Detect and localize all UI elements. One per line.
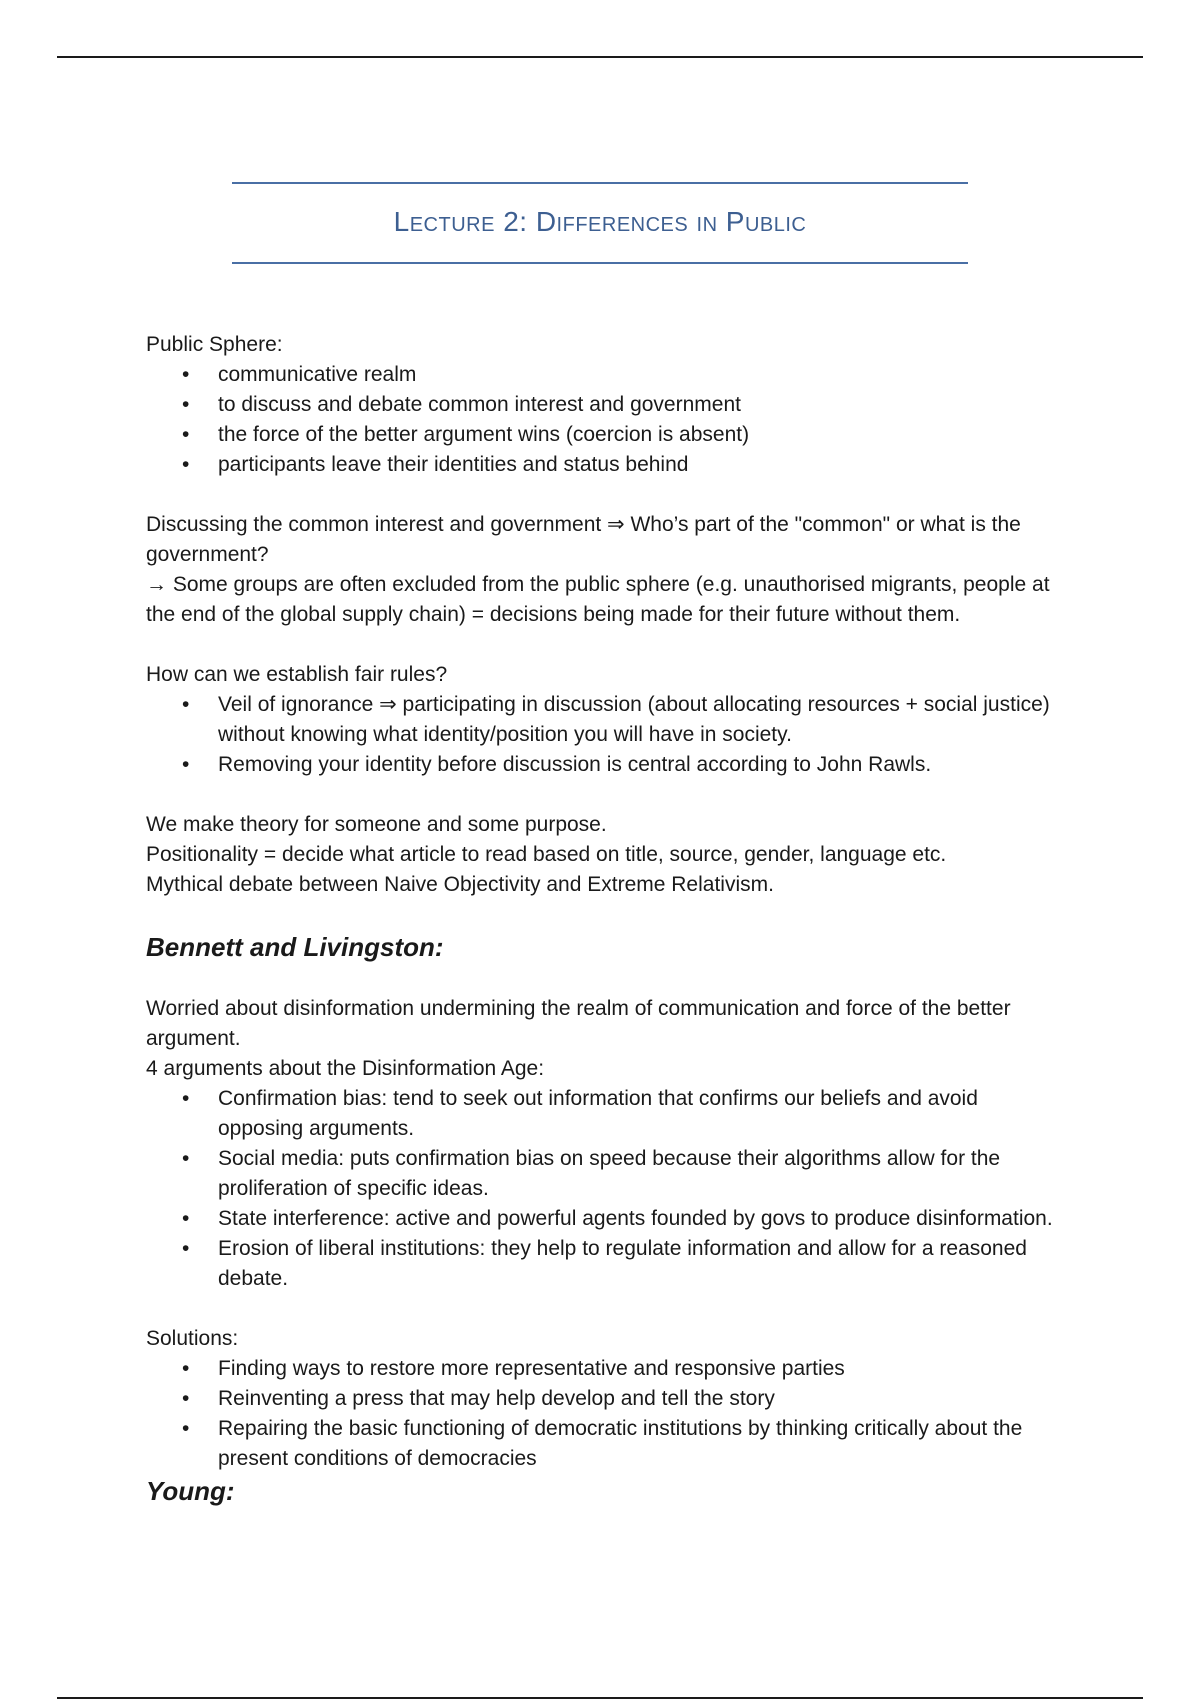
list-item: • Erosion of liberal institutions: they help to regulate information and allow for a reasoned debate. [146, 1234, 1066, 1294]
list-item: • communicative realm [146, 360, 1066, 390]
list-item: • Finding ways to restore more representative and responsive parties [146, 1354, 1066, 1384]
list-item: • Confirmation bias: tend to seek out information that confirms our beliefs and avoid opposing arguments. [146, 1084, 1066, 1144]
solutions-list [146, 1354, 1066, 1474]
fair-rules-list [146, 690, 1066, 780]
title-bottom-line [232, 262, 968, 264]
title-top-line [232, 182, 968, 184]
discussion-paragraph: Discussing the common interest and government ⇒ Who’s part of the "common" or what is the government? [146, 513, 1021, 566]
disinformation-arguments-list [146, 1084, 1066, 1294]
disinformation-paragraph: Worried about disinformation undermining the realm of communication and force of the better argument. [146, 997, 1011, 1050]
theory-line: We make theory for someone and some purpose. [146, 813, 607, 836]
list-item: • Social media: puts confirmation bias on speed because their algorithms allow for the proliferation of specific ideas. [146, 1144, 1066, 1204]
public-sphere-heading: Public Sphere: [146, 333, 283, 356]
page-title: Lecture 2: Differences in Public [393, 206, 807, 237]
list-item: • Repairing the basic functioning of democratic institutions by thinking critically about the present conditions of democracies [146, 1414, 1066, 1474]
bottom-rule [57, 1697, 1143, 1699]
public-sphere-list [146, 360, 1066, 480]
list-item: • Removing your identity before discussion is central according to John Rawls. [146, 750, 1066, 780]
fair-rules-heading: How can we establish fair rules? [146, 663, 448, 686]
list-item: • Veil of ignorance ⇒ participating in discussion (about allocating resources + social justice) without knowing what identity/position you will have in society. [146, 690, 1066, 750]
top-rule [57, 56, 1143, 58]
list-item: • to discuss and debate common interest and government [146, 390, 1066, 420]
list-item: • participants leave their identities and status behind [146, 450, 1066, 480]
list-item: • Reinventing a press that may help develop and tell the story [146, 1384, 1066, 1414]
debate-line: Mythical debate between Naive Objectivity and Extreme Relativism. [146, 873, 774, 896]
arguments-intro: 4 arguments about the Disinformation Age: [146, 1057, 545, 1080]
list-item: • the force of the better argument wins (coercion is absent) [146, 420, 1066, 450]
positionality-line: Positionality = decide what article to read based on title, source, gender, language etc. [146, 843, 947, 866]
young-heading: Young: [146, 1476, 235, 1506]
solutions-heading: Solutions: [146, 1327, 239, 1350]
bennett-livingston-heading: Bennett and Livingston: [146, 932, 444, 962]
list-item: • State interference: active and powerful agents founded by govs to produce disinformation. [146, 1204, 1066, 1234]
exclusion-paragraph: → Some groups are often excluded from the public sphere (e.g. unauthorised migrants, people at the end of the global supply chain) = decisions being made for their future without them. [146, 573, 1050, 626]
document-body [146, 330, 1066, 1508]
